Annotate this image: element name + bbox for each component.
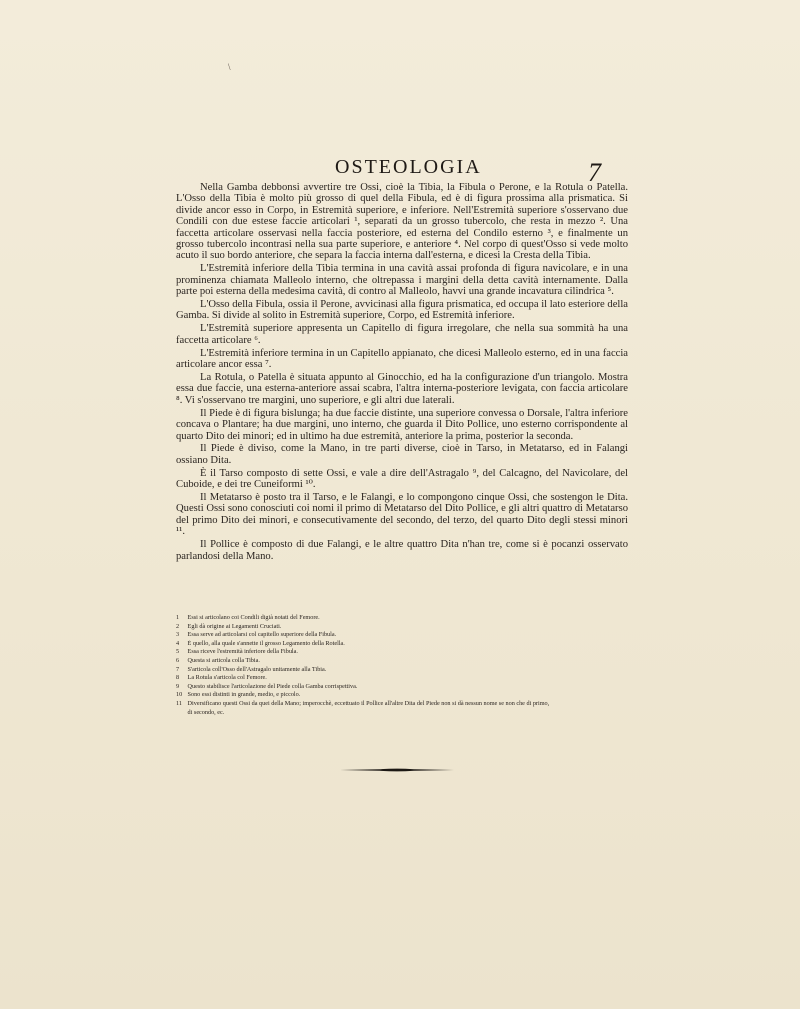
footnote — [176, 683, 628, 692]
footnote — [176, 640, 628, 649]
footnote — [176, 691, 628, 700]
footnote — [176, 674, 628, 683]
footnote-text: La Rotula s'articola col Femore. — [187, 674, 267, 682]
paragraph: L'Estremità inferiore termina in un Capitello appianato, che dicesi Malleolo esterno, ed in una faccia articolare ancor essa ⁷. — [176, 347, 628, 371]
footnote-text: Diversificano questi Ossi da quei della Mano; imperocchè, eccettuato il Pollice all'altre Dita del Piede non si dà nessun nome se non che di primo, — [187, 699, 550, 707]
page-header — [0, 156, 800, 187]
paragraph: L'Osso della Fibula, ossia il Perone, avvicinasi alla figura prismatica, ed occupa il lato esteriore della Gamba. Si divide al solito in Estremità superiore, Corpo, ed Estremità inferiore. — [176, 299, 628, 322]
paragraph: È il Tarso composto di sette Ossi, e vale a dire dell'Astragalo ⁹, del Calcagno, del Navicolare, del Cuboide, e dei tre Cuneiformi ¹⁰. — [176, 467, 628, 491]
paragraph: Il Metatarso è posto tra il Tarso, e le Falangi, e lo compongono cinque Ossi, che sostengon le Dita. Questi Ossi sono conosciuti coi nomi il primo di Metatarso del Dito Pollice, e gli altri quattro di Metatarso del primo Dito dei minori, e consecutivamente del secondo, del terzo, del quarto Dito degli stessi minori ¹¹. — [176, 492, 628, 538]
footnote-number: 9 — [176, 682, 180, 690]
footnote-text: Essa serve ad articolarsi col capitello superiore della Fibula. — [187, 631, 337, 639]
footnote — [176, 631, 628, 640]
footnote — [176, 700, 628, 709]
footnote-text: Questa si articola colla Tibia. — [187, 656, 260, 664]
body-text — [176, 182, 628, 564]
footnote-number: 10 — [176, 691, 183, 699]
footnote-text: di secondo, ec. — [187, 708, 225, 716]
corner-mark: \ — [228, 62, 231, 72]
paragraph: Nella Gamba debbonsi avvertire tre Ossi, cioè la Tibia, la Fibula o Perone, e la Rotula o Patella. L'Osso della Tibia è molto più grosso di quel della Fibula, ed è di figura prossima alla prismatica. Si divide ancor esso in Corpo, in Estremità superiore, e inferiore. Nell'Estremità superiore s'osservano due Condili con due estese faccie articolari ¹, separati da un grosso tubercolo, che resta in mezzo ². Una faccetta articolare osservasi nella faccia posteriore, ed esterna del Condilo esterno ³, e finalmente un grosso tubercolo incontrasi nella sua parte superiore, e anteriore ⁴. Nel corpo di quest'Osso si vede molto acuto il suo bordo anteriore, che separa la faccia interna dall'esterna, e dicesi la Cresta della Tibia. — [176, 182, 628, 262]
ornamental-rule — [340, 768, 454, 772]
page-title: OSTEOLOGIA — [335, 156, 482, 178]
footnote — [176, 709, 628, 718]
footnote-number: 6 — [176, 656, 180, 664]
paragraph: Il Piede è diviso, come la Mano, in tre parti diverse, cioè in Tarso, in Metatarso, ed in Falangi ossiano Dita. — [176, 443, 628, 466]
footnote-number: 4 — [176, 639, 180, 647]
footnote — [176, 666, 628, 675]
footnote-text: Essa riceve l'estremità inferiore della Fibula. — [187, 648, 298, 656]
footnote-text: S'articola coll'Osso dell'Astragalo unitamente alla Tibia. — [187, 665, 327, 673]
paragraph: La Rotula, o Patella è situata appunto al Ginocchio, ed ha la configurazione d'un triangolo. Mostra essa due faccie, una esterna-anteriore assai scabra, l'altra interna-posteriore levigata, con faccia articolare ⁸. Vi s'osservano tre margini, uno superiore, e gli altri due laterali. — [176, 372, 628, 406]
footnote — [176, 614, 628, 623]
paragraph: Il Pollice è composto di due Falangi, e le altre quattro Dita n'han tre, come si è pocanzi osservato parlandosi della Mano. — [176, 539, 628, 562]
footnote — [176, 657, 628, 666]
footnote-number: 8 — [176, 674, 180, 682]
footnote — [176, 648, 628, 657]
footnote-text: Questo stabilisce l'articolazione del Piede colla Gamba corrispettiva. — [187, 682, 358, 690]
paragraph: L'Estremità superiore appresenta un Capitello di figura irregolare, che nella sua sommità ha una faccetta articolare ⁶. — [176, 323, 628, 346]
footnote-text: È quello, alla quale s'annette il grosso Legamento della Rotella. — [187, 639, 345, 647]
footnotes — [176, 614, 628, 717]
footnote-text: Egli dà origine ai Legamenti Cruciati. — [187, 622, 282, 630]
paragraph: L'Estremità inferiore della Tibia termina in una cavità assai profonda di figura navicolare, e in una prominenza chiamata Malleolo interno, che oltrepassa i margini della detta cavità internamente. Dalla parte poi esterna della medesima cavità, di contro al Malleolo, havvi una grande incavatura cilindrica ⁵. — [176, 263, 628, 298]
page-number: 7 — [588, 158, 601, 187]
footnote-text: Essi si articolano coi Condili digià notati del Femore. — [187, 614, 320, 621]
footnote-number: 7 — [176, 665, 180, 673]
footnote-number: 1 — [176, 614, 180, 621]
footnote-number: 2 — [176, 622, 180, 630]
footnote — [176, 623, 628, 632]
footnote-text: Sono essi distinti in grande, medio, e piccolo. — [187, 691, 301, 699]
footnote-number: 3 — [176, 631, 180, 639]
footnote-number: 11 — [176, 699, 182, 707]
paragraph: Il Piede è di figura bislunga; ha due faccie distinte, una superiore convessa o Dorsale, l'altra inferiore concava o Plantare; ha due margini, uno interno, che guarda il Dito Pollice, uno esterno corrispondente al quarto Dito dei minori; ed in ultimo ha due estremità, anteriore la prima, posterior la seconda. — [176, 407, 628, 442]
footnote-number: 5 — [176, 648, 180, 656]
